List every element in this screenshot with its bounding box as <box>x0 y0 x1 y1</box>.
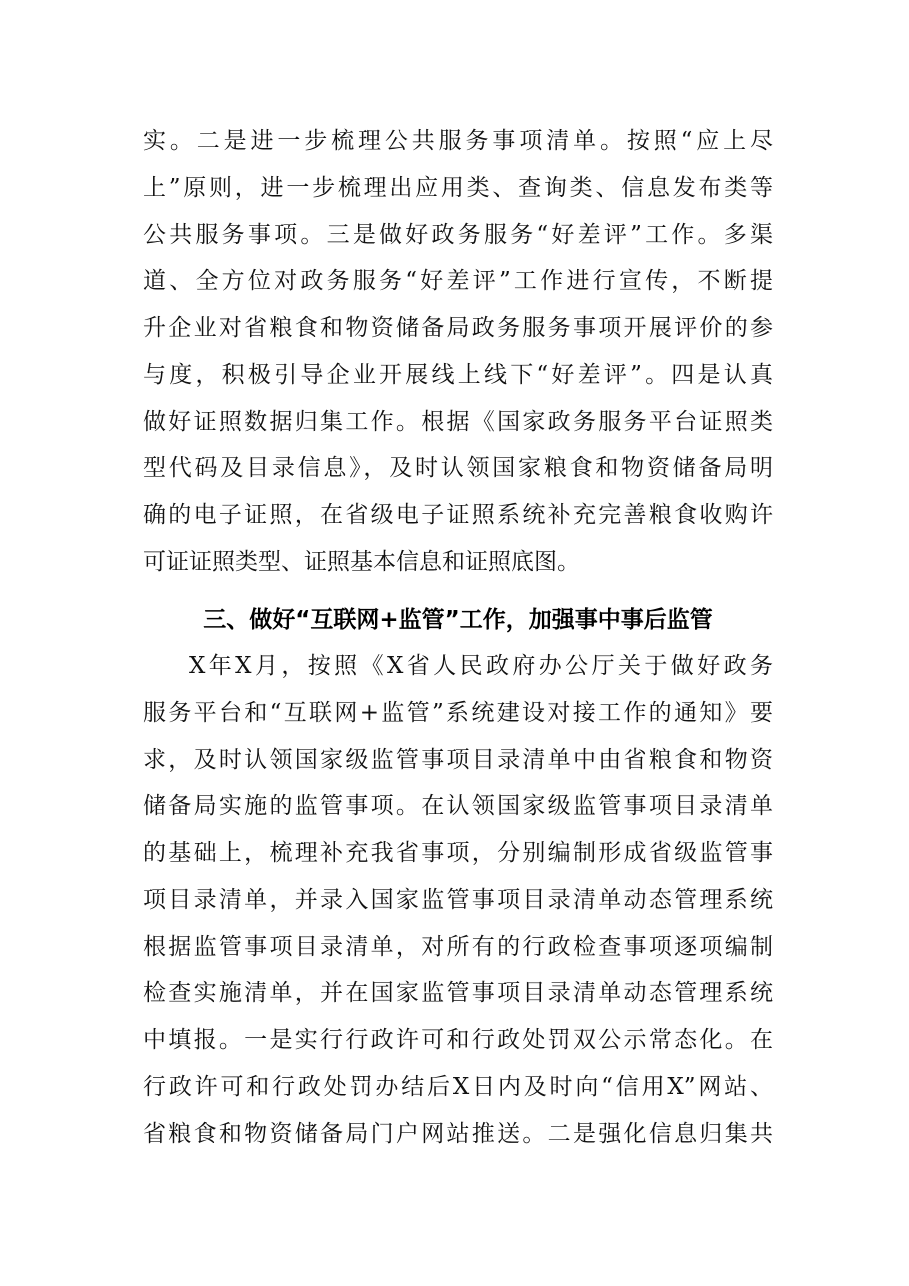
paragraph-2-line-4: 储备局实施的监管事项。在认领国家级监管事项目录清单 <box>143 793 773 820</box>
paragraph-2-line-7: 根据监管事项目录清单，对所有的行政检查事项逐项编制 <box>143 933 773 960</box>
paragraph-1-line-6: 与度，积极引导企业开展线上线下“好差评”。四是认真 <box>143 361 773 388</box>
paragraph-1-line-4: 道、全方位对政务服务“好差评”工作进行宣传，不断提 <box>143 268 773 295</box>
paragraph-1-line-1: 实。二是进一步梳理公共服务事项清单。按照“应上尽 <box>143 128 773 154</box>
paragraph-2-line-6: 项目录清单，并录入国家监管事项目录清单动态管理系统 <box>143 886 773 913</box>
paragraph-2-line-9: 中填报。一是实行行政许可和行政处罚双公示常态化。在 <box>143 1027 773 1053</box>
paragraph-1-line-10: 可证证照类型、证照基本信息和证照底图。 <box>143 548 580 575</box>
paragraph-2-line-11: 省粮食和物资储备局门户网站推送。二是强化信息归集共 <box>143 1120 773 1147</box>
paragraph-1-line-2: 上”原则，进一步梳理出应用类、查询类、信息发布类等 <box>143 174 773 201</box>
paragraph-2-line-2: 服务平台和“互联网+监管”系统建设对接工作的通知》要 <box>143 699 773 726</box>
paragraph-2-line-3: 求，及时认领国家级监管事项目录清单中由省粮食和物资 <box>143 746 773 773</box>
paragraph-1-line-5: 升企业对省粮食和物资储备局政务服务事项开展评价的参 <box>143 315 773 341</box>
paragraph-1-line-3: 公共服务事项。三是做好政务服务“好差评”工作。多渠 <box>143 221 773 248</box>
paragraph-1-line-9: 确的电子证照，在省级电子证照系统补充完善粮食收购许 <box>143 502 773 528</box>
paragraph-2 <box>143 643 773 1157</box>
paragraph-1 <box>143 118 773 586</box>
paragraph-2-line-10: 行政许可和行政处罚办结后X日内及时向“信用X”网站、 <box>143 1073 773 1100</box>
paragraph-2-line-8: 检查实施清单，并在国家监管事项目录清单动态管理系统 <box>143 980 773 1007</box>
section-heading: 三、做好“互联网+监管”工作，加强事中事后监管 <box>203 607 713 633</box>
paragraph-1-line-7: 做好证照数据归集工作。根据《国家政务服务平台证照类 <box>143 408 773 435</box>
paragraph-2-line-5: 的基础上，梳理补充我省事项，分别编制形成省级监管事 <box>143 840 773 866</box>
paragraph-1-line-8: 型代码及目录信息》，及时认领国家粮食和物资储备局明 <box>143 455 773 482</box>
paragraph-2-line-1: X年X月，按照《X省人民政府办公厅关于做好政务 <box>189 653 773 679</box>
